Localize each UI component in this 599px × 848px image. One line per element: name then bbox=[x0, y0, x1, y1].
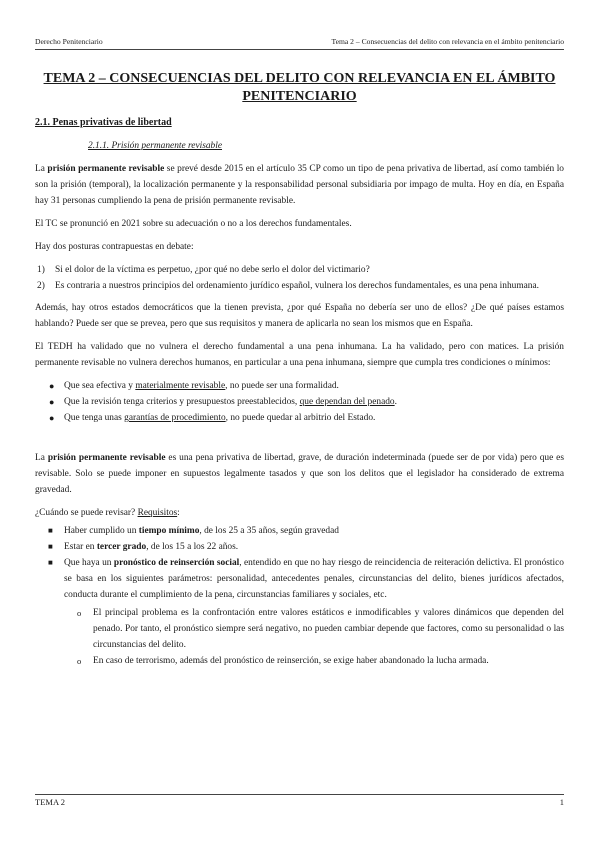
bullet-icon: ● bbox=[49, 381, 55, 391]
square-bullet-icon: ■ bbox=[48, 558, 53, 567]
document-body bbox=[35, 115, 564, 669]
sub-list bbox=[64, 605, 564, 669]
square-bullet-icon: ■ bbox=[48, 542, 53, 551]
page-header bbox=[35, 37, 564, 50]
page-footer bbox=[35, 794, 564, 807]
list-item: o El principal problema es la confrontación entre valores estáticos e inmodificables y valores dinámicos que dependen del penado. Por tanto, el pronóstico siempre será negativo, no pueden cambiar depende que factores, como su personalidad o las circunstancias del delito. bbox=[64, 605, 564, 653]
paragraph-tc: El TC se pronunció en 2021 sobre su adecuación o no a los derechos fundamentales. bbox=[35, 219, 352, 229]
list-item: ■ Que haya un pronóstico de reinserción social, entendido en que no hay riesgo de reincidencia de reiteración delictiva. El pronóstico se basa en los siguientes parámetros: personalidad, antecedentes penales, circunstancias del delito, bienes jurídicos afectados, conducta durante el cumplimiento de la pena, circunstancias familiares y sociales, etc. o El principal problema es la confrontación entre valores estáticos e inmodificables y valores dinámicos que dependen del penado. Por tanto, el pronóstico siempre será negativo, no pueden cambiar depende que factores, como su personalidad o las circunstancias del delito. o En caso de terrorismo, además del pronóstico de reinserción, se exige haber abandonado la lucha armada. bbox=[35, 555, 564, 669]
section-heading: 2.1. Penas privativas de libertad bbox=[35, 117, 172, 128]
circle-bullet-icon: o bbox=[77, 608, 82, 618]
postures-list bbox=[35, 262, 564, 294]
conditions-list bbox=[35, 378, 564, 426]
requirements-list bbox=[35, 523, 564, 669]
footer-left: TEMA 2 bbox=[35, 797, 65, 807]
list-item: ● Que sea efectiva y materialmente revisable, no puede ser una formalidad. bbox=[35, 378, 564, 394]
page-title: TEMA 2 – CONSECUENCIAS DEL DELITO CON RELEVANCIA EN EL ÁMBITO PENITENCIARIO bbox=[43, 71, 556, 104]
paragraph-debate: Hay dos posturas contrapuestas en debate: bbox=[35, 242, 194, 252]
paragraph-intro: La prisión permanente revisable se prevé desde 2015 en el artículo 35 CP como un tipo de pena privativa de libertad, así como también lo son la prisión (temporal), la localización permanente y la responsabilidad personal subsidiaria por impago de multa. Hoy en día, en España hay 31 personas cumpliendo la pena de prisión permanente revisable. bbox=[35, 164, 564, 206]
list-item: o En caso de terrorismo, además del pronóstico de reinserción, se exige haber abandonado la lucha armada. bbox=[64, 653, 564, 669]
list-item: ● Que tenga unas garantías de procedimiento, no puede quedar al arbitrio del Estado. bbox=[35, 410, 564, 426]
header-right: Tema 2 – Consecuencias del delito con relevancia en el ámbito penitenciario bbox=[331, 37, 564, 46]
bullet-icon: ● bbox=[49, 413, 55, 423]
paragraph-requirements-intro: ¿Cuándo se puede revisar? Requisitos: bbox=[35, 508, 180, 518]
list-item: 2) Es contraria a nuestros principios del ordenamiento jurídico español, vulnera los derechos fundamentales, es una pena inhumana. bbox=[37, 281, 539, 291]
paragraph-tedh: El TEDH ha validado que no vulnera el derecho fundamental a una pena inhumana. La ha validado, pero con matices. La prisión permanente revisable no vulnera derechos humanos, en particular a una pena inhumana, siempre que cumpla tres condiciones o mínimos: bbox=[35, 342, 564, 368]
paragraph-other-states: Además, hay otros estados democráticos que la tienen prevista, ¿por qué España no debería ser uno de ellos? ¿De qué países estamos hablando? Puede ser que se prevea, pero que sus requisitos y manera de aplicarla no sean los mismos que en España. bbox=[35, 303, 564, 329]
circle-bullet-icon: o bbox=[77, 656, 82, 666]
list-item: ● Que la revisión tenga criterios y presupuestos preestablecidos, que dependan del penado. bbox=[35, 394, 564, 410]
paragraph-definition: La prisión permanente revisable es una pena privativa de libertad, grave, de duración indeterminada (puede ser de por vida) pero que es revisable. Solo se puede imponer en supuestos legalmente tasados y que son los delitos que el legislador ha considerado de extrema gravedad. bbox=[35, 453, 564, 495]
list-item: ■ Estar en tercer grado, de los 15 a los 22 años. bbox=[35, 539, 564, 555]
subsection-heading: 2.1.1. Prisión permanente revisable bbox=[88, 141, 223, 151]
list-item: 1) Si el dolor de la víctima es perpetuo, ¿por qué no debe serlo el dolor del victimario? bbox=[37, 265, 370, 275]
list-item: ■ Haber cumplido un tiempo mínimo, de los 25 a 35 años, según gravedad bbox=[35, 523, 564, 539]
page-number: 1 bbox=[559, 797, 564, 807]
square-bullet-icon: ■ bbox=[48, 526, 53, 535]
header-left: Derecho Penitenciario bbox=[35, 37, 103, 46]
bullet-icon: ● bbox=[49, 397, 55, 407]
